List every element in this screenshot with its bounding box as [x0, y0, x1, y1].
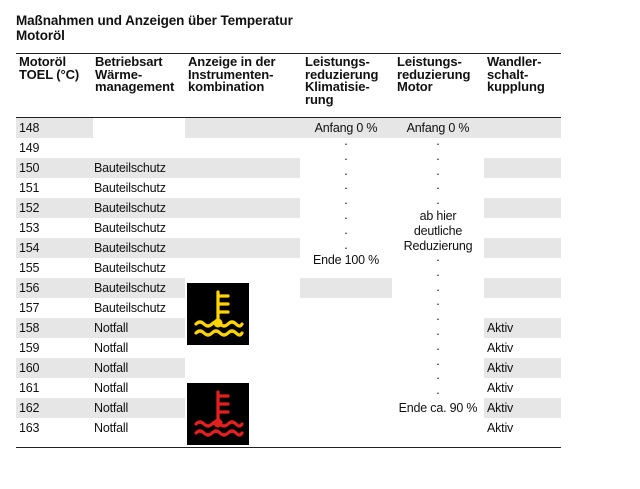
mode-cell: Notfall: [94, 321, 129, 335]
progress-dot: .: [344, 193, 348, 208]
progress-dot: .: [344, 208, 348, 222]
row-shade: [185, 118, 300, 138]
progress-dot: .: [436, 309, 440, 324]
temperature-cell: 153: [19, 221, 40, 235]
clutch-cell: Aktiv: [487, 401, 514, 415]
clutch-cell: Aktiv: [487, 361, 514, 375]
table-bottom-rule: [16, 447, 561, 448]
temperature-cell: 152: [19, 201, 40, 215]
header-climate-reduction: Leistungs-reduzierung Klimatisie-rung: [305, 54, 379, 107]
temperature-cell: 162: [19, 401, 40, 415]
progress-dot: .: [436, 178, 440, 193]
engine-middle: ab hier deutliche Reduzierung: [403, 209, 473, 253]
temperature-cell: 148: [19, 121, 40, 135]
row-shade: [484, 118, 561, 138]
mode-cell: Bauteilschutz: [94, 241, 166, 255]
progress-dot: .: [344, 178, 348, 193]
temperature-cell: 157: [19, 301, 40, 315]
progress-dot: .: [436, 163, 440, 178]
mode-cell: Bauteilschutz: [94, 201, 166, 215]
row-shade: [484, 158, 561, 178]
temperature-cell: 150: [19, 161, 40, 175]
climate-end: Ende 100 %: [312, 253, 380, 267]
clutch-cell: Aktiv: [487, 421, 514, 435]
temperature-cell: 156: [19, 281, 40, 295]
mode-cell: Notfall: [94, 341, 129, 355]
mode-cell: Bauteilschutz: [94, 161, 166, 175]
header-mode: Betriebsart Wärme-management: [95, 54, 175, 94]
progress-dot: .: [344, 163, 348, 178]
climate-start: Anfang 0 %: [314, 121, 378, 135]
progress-dot: .: [436, 294, 440, 309]
progress-dot: .: [344, 237, 348, 252]
clutch-cell: Aktiv: [487, 341, 514, 355]
mode-cell: Bauteilschutz: [94, 181, 166, 195]
progress-dot: .: [436, 338, 440, 353]
clutch-cell: Aktiv: [487, 321, 514, 335]
mode-cell: Bauteilschutz: [94, 301, 166, 315]
engine-start: Anfang 0 %: [406, 121, 470, 135]
row-shade: [300, 278, 392, 298]
clutch-cell: Aktiv: [487, 381, 514, 395]
progress-dot: .: [436, 264, 440, 279]
page-title: Maßnahmen und Anzeigen über Temperatur Motoröl: [16, 13, 293, 43]
progress-dot: .: [344, 222, 348, 237]
row-shade: [185, 198, 300, 218]
progress-dot: .: [436, 383, 440, 398]
temperature-cell: 161: [19, 381, 40, 395]
temperature-cell: 158: [19, 321, 40, 335]
temperature-cell: 155: [19, 261, 40, 275]
header-display: Anzeige in der Instrumenten-kombination: [188, 54, 276, 94]
mode-cell: Notfall: [94, 361, 129, 375]
header-temperature: Motoröl TOEL (°C): [19, 54, 80, 82]
progress-dot: .: [436, 324, 440, 338]
mode-cell: Bauteilschutz: [94, 221, 166, 235]
oil-temperature-critical-icon: [187, 383, 249, 445]
temperature-cell: 159: [19, 341, 40, 355]
progress-dot: .: [344, 148, 348, 163]
progress-dot: .: [436, 134, 440, 148]
mode-cell: Notfall: [94, 401, 129, 415]
temperature-cell: 163: [19, 421, 40, 435]
progress-dot: .: [344, 134, 348, 148]
header-converter-clutch: Wandler-schalt-kupplung: [487, 54, 545, 94]
temperature-cell: 151: [19, 181, 40, 195]
mode-cell: Bauteilschutz: [94, 281, 166, 295]
mode-cell: Notfall: [94, 421, 129, 435]
progress-dot: .: [436, 250, 440, 264]
engine-end: Ende ca. 90 %: [398, 401, 478, 415]
progress-dot: .: [436, 279, 440, 294]
progress-dot: .: [436, 353, 440, 368]
progress-dot: .: [436, 368, 440, 383]
row-shade: [484, 238, 561, 258]
mode-cell: Bauteilschutz: [94, 261, 166, 275]
row-shade: [484, 278, 561, 298]
header-engine-reduction: Leistungs-reduzierung Motor: [397, 54, 471, 94]
temperature-cell: 149: [19, 141, 40, 155]
oil-temperature-warning-icon: [187, 283, 249, 345]
progress-dot: .: [436, 193, 440, 208]
row-shade: [484, 198, 561, 218]
temperature-cell: 160: [19, 361, 40, 375]
temperature-cell: 154: [19, 241, 40, 255]
row-shade: [185, 158, 300, 178]
progress-dot: .: [436, 148, 440, 163]
mode-cell: Notfall: [94, 381, 129, 395]
row-shade: [185, 238, 300, 258]
